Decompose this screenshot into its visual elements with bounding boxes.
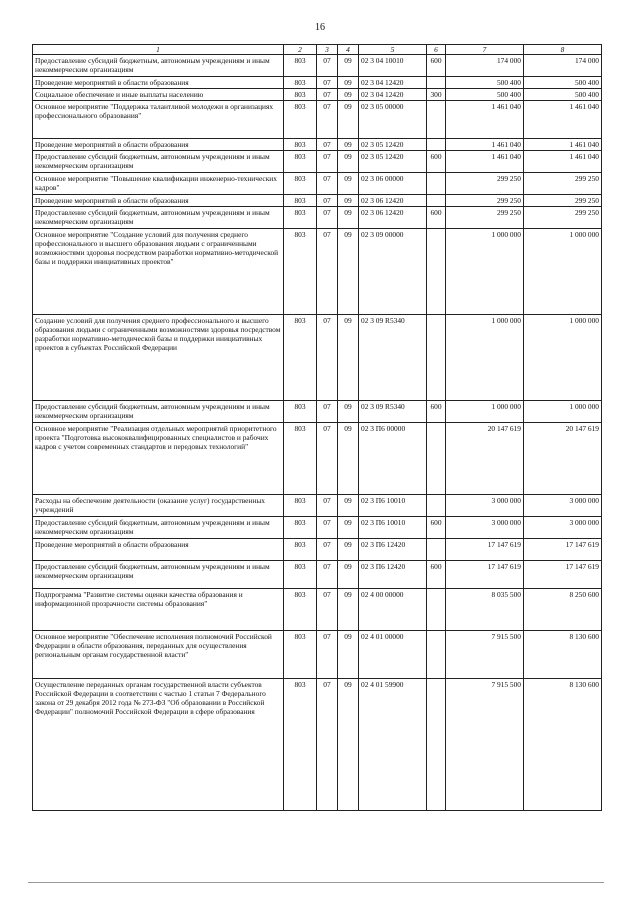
cell-section: 07 [317, 539, 338, 561]
cell-target-article: 02 3 04 10010 [359, 55, 427, 77]
cell-amount-year-1: 1 461 040 [446, 139, 524, 151]
cell-subsection: 09 [338, 229, 359, 315]
cell-target-article: 02 3 09 00000 [359, 229, 427, 315]
cell-amount-year-2: 500 400 [524, 89, 602, 101]
cell-amount-year-2: 1 000 000 [524, 315, 602, 401]
cell-subsection: 09 [338, 101, 359, 139]
cell-amount-year-1: 3 000 000 [446, 495, 524, 517]
cell-name: Предоставление субсидий бюджетным, автономным учреждениям и иным некоммерческим организациям [33, 207, 284, 229]
cell-amount-year-2: 500 400 [524, 77, 602, 89]
cell-section: 07 [317, 151, 338, 173]
cell-amount-year-2: 17 147 619 [524, 561, 602, 589]
cell-name: Основное мероприятие "Создание условий для получения среднего профессионального и высшего образования людьми с ограниченными возможностями здоровья посредством разработки нормативно-методической базы и поддержки инициативных проектов" [33, 229, 284, 315]
cell-name: Проведение мероприятий в области образования [33, 139, 284, 151]
header-col-8: 8 [524, 45, 602, 55]
cell-expense-type [427, 631, 446, 679]
cell-amount-year-1: 500 400 [446, 77, 524, 89]
cell-name: Предоставление субсидий бюджетным, автономным учреждениям и иным некоммерческим организациям [33, 151, 284, 173]
cell-amount-year-2: 3 000 000 [524, 495, 602, 517]
header-col-1: 1 [33, 45, 284, 55]
cell-amount-year-2: 1 461 040 [524, 139, 602, 151]
cell-name: Основное мероприятие "Повышение квалификации инженерно-технических кадров" [33, 173, 284, 195]
cell-expense-type [427, 539, 446, 561]
cell-amount-year-1: 500 400 [446, 89, 524, 101]
cell-section: 07 [317, 89, 338, 101]
header-col-4: 4 [338, 45, 359, 55]
cell-expense-type [427, 495, 446, 517]
cell-subsection: 09 [338, 207, 359, 229]
cell-subsection: 09 [338, 679, 359, 811]
cell-expense-type [427, 229, 446, 315]
header-col-7: 7 [446, 45, 524, 55]
cell-subsection: 09 [338, 423, 359, 495]
cell-amount-year-2: 8 130 600 [524, 679, 602, 811]
cell-amount-year-1: 7 915 500 [446, 631, 524, 679]
cell-amount-year-2: 3 000 000 [524, 517, 602, 539]
cell-amount-year-2: 174 000 [524, 55, 602, 77]
cell-ministry-code: 803 [284, 561, 317, 589]
cell-expense-type [427, 101, 446, 139]
cell-section: 07 [317, 495, 338, 517]
cell-subsection: 09 [338, 315, 359, 401]
cell-ministry-code: 803 [284, 139, 317, 151]
cell-name: Предоставление субсидий бюджетным, автономным учреждениям и иным некоммерческим организациям [33, 561, 284, 589]
table-row [33, 679, 602, 811]
cell-name: Проведение мероприятий в области образования [33, 77, 284, 89]
cell-expense-type [427, 423, 446, 495]
cell-subsection: 09 [338, 401, 359, 423]
cell-amount-year-2: 299 250 [524, 173, 602, 195]
cell-amount-year-1: 1 000 000 [446, 315, 524, 401]
cell-subsection: 09 [338, 539, 359, 561]
cell-section: 07 [317, 195, 338, 207]
cell-ministry-code: 803 [284, 55, 317, 77]
cell-section: 07 [317, 517, 338, 539]
cell-subsection: 09 [338, 589, 359, 631]
cell-section: 07 [317, 207, 338, 229]
table-row [33, 229, 602, 315]
table-row [33, 195, 602, 207]
cell-subsection: 09 [338, 139, 359, 151]
cell-amount-year-2: 20 147 619 [524, 423, 602, 495]
cell-ministry-code: 803 [284, 229, 317, 315]
cell-amount-year-1: 174 000 [446, 55, 524, 77]
cell-section: 07 [317, 77, 338, 89]
cell-name: Подпрограмма "Развитие системы оценки качества образования и информационной прозрачности системы образования" [33, 589, 284, 631]
cell-target-article: 02 3 06 00000 [359, 173, 427, 195]
table-row [33, 561, 602, 589]
cell-target-article: 02 3 П6 00000 [359, 423, 427, 495]
table-row [33, 207, 602, 229]
cell-target-article: 02 3 П6 10010 [359, 517, 427, 539]
cell-expense-type [427, 195, 446, 207]
cell-ministry-code: 803 [284, 207, 317, 229]
cell-amount-year-2: 1 000 000 [524, 401, 602, 423]
cell-expense-type: 600 [427, 401, 446, 423]
cell-expense-type [427, 315, 446, 401]
cell-subsection: 09 [338, 561, 359, 589]
cell-amount-year-2: 8 250 600 [524, 589, 602, 631]
cell-expense-type: 600 [427, 151, 446, 173]
cell-amount-year-1: 299 250 [446, 207, 524, 229]
cell-name: Основное мероприятие "Поддержка талантливой молодежи в организациях профессионального образования" [33, 101, 284, 139]
cell-subsection: 09 [338, 631, 359, 679]
table-row [33, 589, 602, 631]
cell-subsection: 09 [338, 195, 359, 207]
table-row [33, 151, 602, 173]
cell-amount-year-1: 299 250 [446, 173, 524, 195]
cell-ministry-code: 803 [284, 173, 317, 195]
cell-section: 07 [317, 423, 338, 495]
cell-amount-year-1: 1 461 040 [446, 101, 524, 139]
table-row [33, 55, 602, 77]
cell-section: 07 [317, 55, 338, 77]
page-bottom-rule [28, 882, 604, 883]
cell-section: 07 [317, 631, 338, 679]
cell-section: 07 [317, 561, 338, 589]
cell-target-article: 02 3 П6 12420 [359, 539, 427, 561]
cell-name: Предоставление субсидий бюджетным, автономным учреждениям и иным некоммерческим организациям [33, 517, 284, 539]
table-row [33, 539, 602, 561]
cell-name: Создание условий для получения среднего профессионального и высшего образования людьми с ограниченными возможностями здоровья посредством разработки нормативно-методической базы и поддержки инициативных проектов в субъектах Российской Федерации [33, 315, 284, 401]
header-col-3: 3 [317, 45, 338, 55]
cell-expense-type: 600 [427, 207, 446, 229]
cell-target-article: 02 4 00 00000 [359, 589, 427, 631]
cell-ministry-code: 803 [284, 401, 317, 423]
cell-ministry-code: 803 [284, 679, 317, 811]
cell-amount-year-1: 1 000 000 [446, 401, 524, 423]
cell-name: Осуществление переданных органам государственной власти субъектов Российской Федерации в соответствии с частью 1 статьи 7 Федерального закона от 29 декабря 2012 года № 273-ФЗ "Об образовании в Российской Федерации" полномочий Российской Федерации в сфере образования [33, 679, 284, 811]
cell-ministry-code: 803 [284, 495, 317, 517]
cell-expense-type [427, 139, 446, 151]
cell-ministry-code: 803 [284, 589, 317, 631]
cell-amount-year-1: 3 000 000 [446, 517, 524, 539]
table-body [33, 55, 602, 811]
header-col-5: 5 [359, 45, 427, 55]
cell-subsection: 09 [338, 55, 359, 77]
cell-name: Социальное обеспечение и иные выплаты населению [33, 89, 284, 101]
cell-amount-year-2: 17 147 619 [524, 539, 602, 561]
cell-ministry-code: 803 [284, 89, 317, 101]
page-number: 16 [315, 22, 325, 33]
table-row [33, 517, 602, 539]
cell-expense-type [427, 173, 446, 195]
cell-target-article: 02 3 П6 10010 [359, 495, 427, 517]
cell-expense-type: 600 [427, 517, 446, 539]
cell-name: Предоставление субсидий бюджетным, автономным учреждениям и иным некоммерческим организациям [33, 401, 284, 423]
cell-amount-year-1: 8 035 500 [446, 589, 524, 631]
cell-subsection: 09 [338, 517, 359, 539]
cell-name: Проведение мероприятий в области образования [33, 539, 284, 561]
cell-expense-type [427, 77, 446, 89]
cell-target-article: 02 3 09 R5340 [359, 401, 427, 423]
cell-subsection: 09 [338, 173, 359, 195]
cell-amount-year-2: 299 250 [524, 207, 602, 229]
cell-target-article: 02 3 04 12420 [359, 77, 427, 89]
budget-table [32, 44, 602, 811]
cell-target-article: 02 3 09 R5340 [359, 315, 427, 401]
cell-amount-year-1: 299 250 [446, 195, 524, 207]
cell-amount-year-1: 17 147 619 [446, 561, 524, 589]
cell-section: 07 [317, 229, 338, 315]
cell-target-article: 02 4 01 59900 [359, 679, 427, 811]
cell-section: 07 [317, 679, 338, 811]
cell-amount-year-2: 299 250 [524, 195, 602, 207]
cell-name: Основное мероприятие "Реализация отдельных мероприятий приоритетного проекта "Подготовка высококвалифицированных специалистов и рабочих кадров с учетом современных стандартов и передовых технологий" [33, 423, 284, 495]
cell-subsection: 09 [338, 495, 359, 517]
cell-ministry-code: 803 [284, 195, 317, 207]
cell-subsection: 09 [338, 151, 359, 173]
cell-ministry-code: 803 [284, 517, 317, 539]
cell-ministry-code: 803 [284, 315, 317, 401]
header-col-2: 2 [284, 45, 317, 55]
cell-amount-year-2: 1 461 040 [524, 101, 602, 139]
cell-section: 07 [317, 589, 338, 631]
table-row [33, 173, 602, 195]
cell-amount-year-1: 7 915 500 [446, 679, 524, 811]
table-row [33, 139, 602, 151]
cell-ministry-code: 803 [284, 151, 317, 173]
cell-ministry-code: 803 [284, 423, 317, 495]
cell-amount-year-1: 1 000 000 [446, 229, 524, 315]
cell-target-article: 02 3 06 12420 [359, 195, 427, 207]
header-row [33, 45, 602, 55]
cell-name: Проведение мероприятий в области образования [33, 195, 284, 207]
cell-subsection: 09 [338, 89, 359, 101]
cell-name: Предоставление субсидий бюджетным, автономным учреждениям и иным некоммерческим организациям [33, 55, 284, 77]
cell-target-article: 02 3 05 12420 [359, 139, 427, 151]
table-row [33, 315, 602, 401]
cell-expense-type: 300 [427, 89, 446, 101]
cell-section: 07 [317, 173, 338, 195]
cell-expense-type: 600 [427, 561, 446, 589]
cell-name: Основное мероприятие "Обеспечение исполнения полномочий Российской Федерации в области образования, переданных для осуществления региональным органам государственной власти" [33, 631, 284, 679]
cell-amount-year-2: 8 130 600 [524, 631, 602, 679]
cell-amount-year-1: 20 147 619 [446, 423, 524, 495]
cell-ministry-code: 803 [284, 77, 317, 89]
cell-subsection: 09 [338, 77, 359, 89]
cell-amount-year-2: 1 000 000 [524, 229, 602, 315]
cell-amount-year-1: 17 147 619 [446, 539, 524, 561]
cell-expense-type [427, 679, 446, 811]
cell-ministry-code: 803 [284, 101, 317, 139]
cell-target-article: 02 3 05 00000 [359, 101, 427, 139]
cell-expense-type: 600 [427, 55, 446, 77]
cell-section: 07 [317, 139, 338, 151]
cell-target-article: 02 3 П6 12420 [359, 561, 427, 589]
table-row [33, 101, 602, 139]
cell-target-article: 02 3 05 12420 [359, 151, 427, 173]
table-row [33, 401, 602, 423]
cell-section: 07 [317, 101, 338, 139]
cell-section: 07 [317, 401, 338, 423]
table-row [33, 495, 602, 517]
cell-section: 07 [317, 315, 338, 401]
cell-expense-type [427, 589, 446, 631]
cell-name: Расходы на обеспечение деятельности (оказание услуг) государственных учреждений [33, 495, 284, 517]
cell-target-article: 02 3 06 12420 [359, 207, 427, 229]
cell-amount-year-1: 1 461 040 [446, 151, 524, 173]
cell-amount-year-2: 1 461 040 [524, 151, 602, 173]
table-row [33, 89, 602, 101]
table-row [33, 77, 602, 89]
cell-ministry-code: 803 [284, 631, 317, 679]
header-col-6: 6 [427, 45, 446, 55]
table-row [33, 631, 602, 679]
cell-target-article: 02 3 04 12420 [359, 89, 427, 101]
cell-target-article: 02 4 01 00000 [359, 631, 427, 679]
table-row [33, 423, 602, 495]
cell-ministry-code: 803 [284, 539, 317, 561]
